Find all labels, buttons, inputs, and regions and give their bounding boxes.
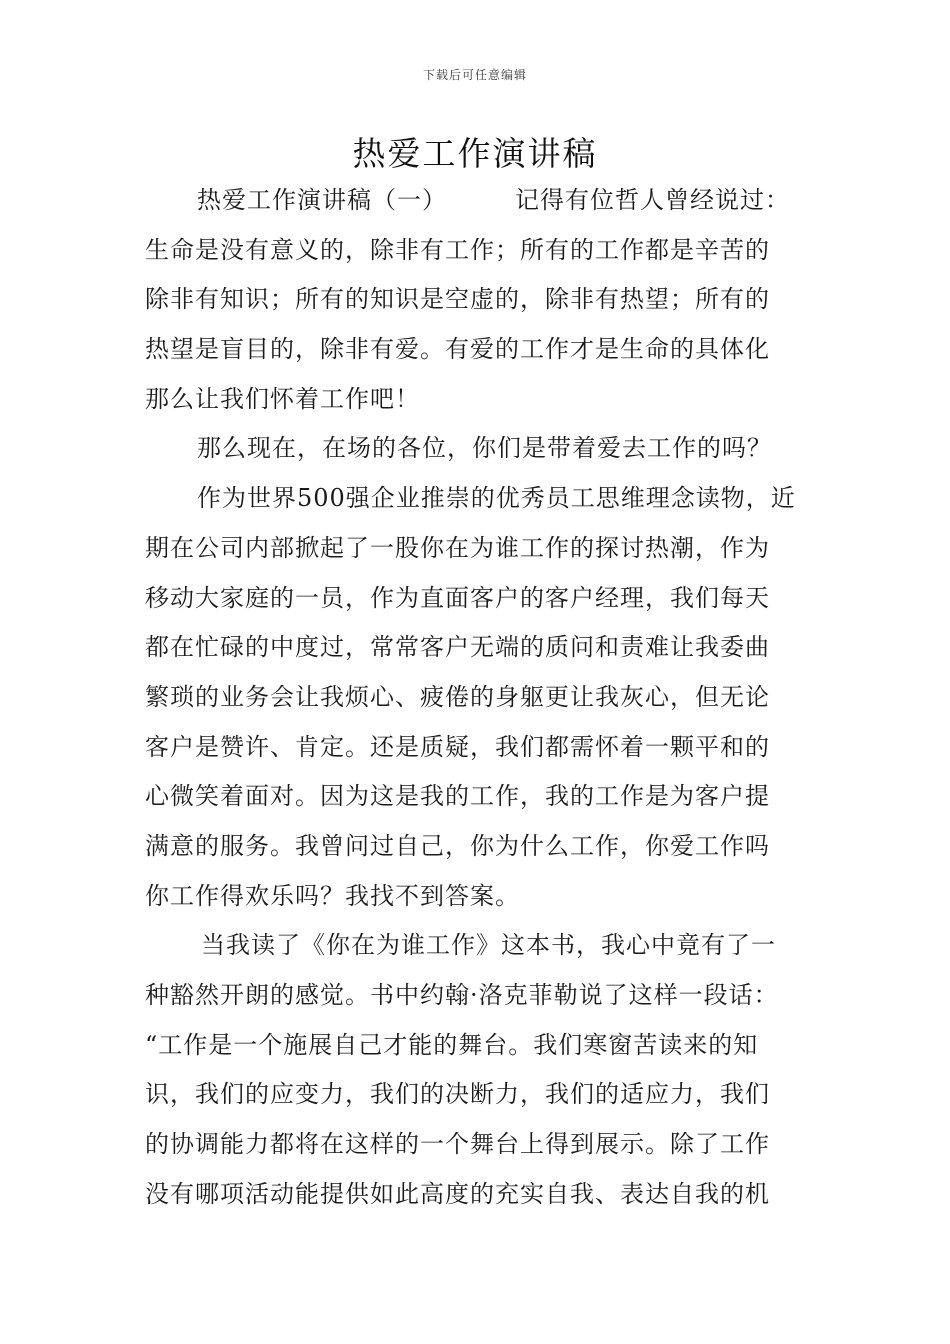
speech-heading: 热爱工作演讲稿（一） [197, 186, 447, 214]
text-line: 心微笑着面对。因为这是我的工作，我的工作是为客户提 [145, 782, 770, 811]
text-line: 客户是赞许、肯定。还是质疑，我们都需怀着一颗平和的 [145, 732, 770, 761]
text-line: 移动大家庭的一员，作为直面客户的客户经理，我们每天 [145, 583, 770, 612]
text-line: 作为世界500强企业推崇的优秀员工思维理念读物，近 [197, 484, 796, 513]
text-line: 那么让我们怀着工作吧！ [145, 384, 420, 413]
document-title: 热爱工作演讲稿 [352, 134, 598, 173]
text-line: 种豁然开朗的感觉。书中约翰·洛克菲勒说了这样一段话： [145, 981, 779, 1009]
text-line: 识，我们的应变力，我们的决断力，我们的适应力，我们 [145, 1080, 770, 1109]
text-line: 当我读了《你在为谁工作》这本书，我心中竟有了一 [201, 931, 776, 960]
text-line: 你工作得欢乐吗？我找不到答案。 [145, 881, 520, 910]
text-line: 都在忙碌的中度过，常常客户无端的质问和责难让我委曲 [145, 633, 770, 662]
text-line: 的协调能力都将在这样的一个舞台上得到展示。除了工作 [145, 1130, 770, 1159]
text-line: 期在公司内部掀起了一股你在为谁工作的探讨热潮，作为 [145, 533, 770, 562]
text-line: “工作是一个施展自己才能的舞台。我们寒窗苦读来的知 [145, 1030, 759, 1059]
text-line: 热望是盲目的，除非有爱。有爱的工作才是生命的具体化 [145, 335, 770, 364]
text-line [145, 180, 810, 230]
text-segment: 记得有位哲人曾经说过： [515, 186, 790, 214]
text-line: 满意的服务。我曾问过自己，你为什么工作，你爱工作吗 [145, 831, 770, 860]
document-body [145, 180, 810, 1223]
text-line: 生命是没有意义的，除非有工作；所有的工作都是辛苦的 [145, 235, 770, 264]
text-line: 繁琐的业务会让我烦心、疲倦的身躯更让我灰心，但无论 [145, 682, 770, 711]
header-note: 下载后可任意编辑 [422, 68, 527, 82]
text-line: 那么现在，在场的各位，你们是带着爱去工作的吗？ [197, 434, 772, 463]
text-line: 除非有知识；所有的知识是空虚的，除非有热望；所有的 [145, 285, 770, 314]
text-line: 没有哪项活动能提供如此高度的充实自我、表达自我的机 [145, 1179, 770, 1208]
